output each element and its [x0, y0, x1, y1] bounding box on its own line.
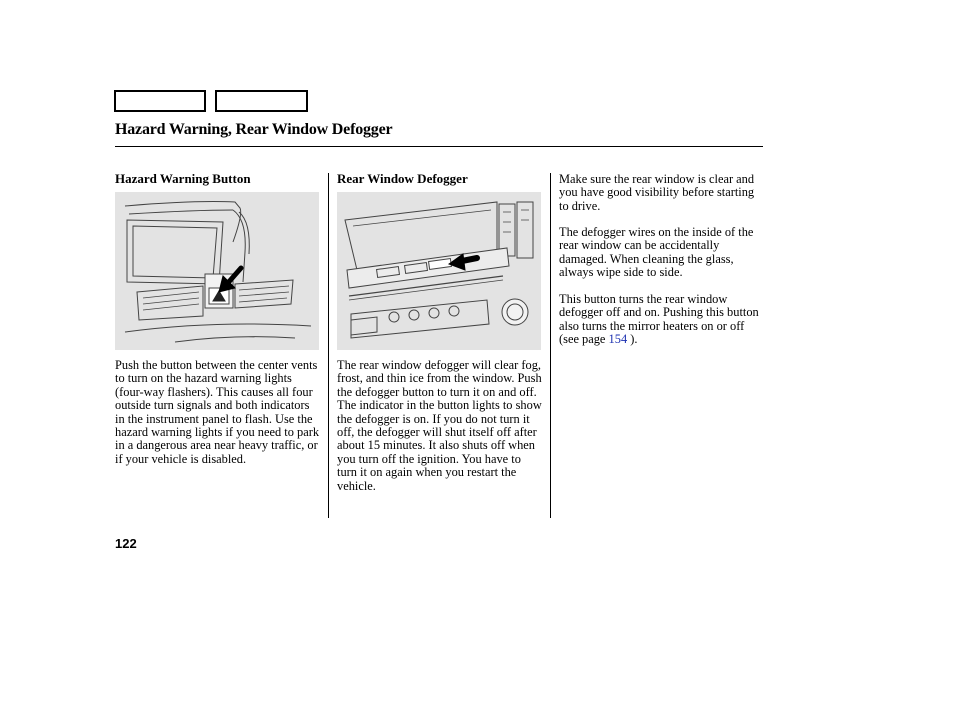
- defogger-description: The rear window defogger will clear fog, frost, and thin ice from the window. Push the defogger button to turn it on and off. The indicator in the button lights to show the defogger is on. If you do not turn it off, the defogger will shut itself off after about 15 minutes. It also shuts off when you turn off the ignition. You have to turn it on again when you restart the vehicle.: [337, 358, 542, 493]
- defogger-wires-paragraph: The defogger wires on the inside of the rear window can be accidentally damaged. When cleaning the glass, always wipe side to side.: [559, 225, 754, 280]
- defogger-heading: Rear Window Defogger: [337, 171, 468, 186]
- hazard-heading: Hazard Warning Button: [115, 171, 251, 186]
- mirror-heaters-text-end: ).: [627, 332, 638, 347]
- column-divider: [328, 173, 329, 518]
- hazard-button-illustration: [115, 192, 319, 350]
- mirror-heaters-text: This button turns the rear window defogger off and on. Pushing this button also turns the mirror heaters on or off (see page: [559, 292, 759, 347]
- visibility-paragraph: Make sure the rear window is clear and you have good visibility before starting to drive.: [559, 172, 755, 213]
- title-divider: [115, 146, 763, 147]
- page-number: 122: [115, 536, 137, 551]
- column-divider: [550, 173, 551, 518]
- hazard-description: Push the button between the center vents to turn on the hazard warning lights (four-way flashers). This causes all four outside turn signals and both indicators in the instrument panel to flash. Use the hazard warning lights if you need to park in a dangerous area near heavy traffic, or if your vehicle is disabled.: [115, 358, 320, 466]
- main-menu-button[interactable]: [114, 90, 206, 112]
- index-button[interactable]: [215, 90, 308, 112]
- defogger-button-illustration: [337, 192, 541, 350]
- page-154-link[interactable]: 154: [608, 332, 628, 347]
- page-title: Hazard Warning, Rear Window Defogger: [115, 121, 393, 138]
- mirror-heaters-paragraph: [559, 293, 759, 347]
